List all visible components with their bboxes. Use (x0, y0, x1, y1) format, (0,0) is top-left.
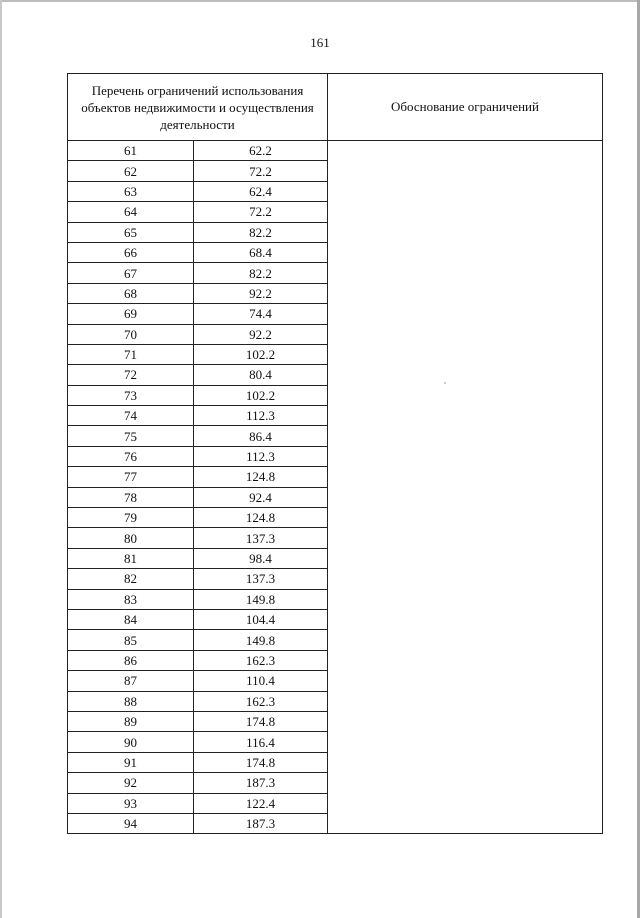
row-number-cell: 94 (68, 813, 194, 833)
row-value-cell: 104.4 (194, 609, 328, 629)
row-value-cell: 116.4 (194, 732, 328, 752)
row-number-cell: 85 (68, 630, 194, 650)
row-value-cell: 86.4 (194, 426, 328, 446)
row-number-cell: 64 (68, 202, 194, 222)
row-number-cell: 69 (68, 304, 194, 324)
row-number-cell: 71 (68, 344, 194, 364)
row-value-cell: 112.3 (194, 446, 328, 466)
row-value-cell: 137.3 (194, 528, 328, 548)
page-number: 161 (310, 35, 330, 50)
row-value-cell: 68.4 (194, 242, 328, 262)
row-number-cell: 88 (68, 691, 194, 711)
justification-cell (328, 141, 603, 834)
row-value-cell: 72.2 (194, 161, 328, 181)
row-value-cell: 102.2 (194, 385, 328, 405)
row-value-cell: 62.4 (194, 181, 328, 201)
row-number-cell: 74 (68, 406, 194, 426)
row-value-cell: 162.3 (194, 691, 328, 711)
row-value-cell: 92.4 (194, 487, 328, 507)
row-value-cell: 62.2 (194, 141, 328, 161)
row-number-cell: 93 (68, 793, 194, 813)
row-number-cell: 84 (68, 609, 194, 629)
row-value-cell: 92.2 (194, 283, 328, 303)
header-justification: Обоснование ограничений (328, 74, 603, 141)
row-value-cell: 82.2 (194, 222, 328, 242)
row-number-cell: 90 (68, 732, 194, 752)
row-value-cell: 187.3 (194, 813, 328, 833)
row-number-cell: 80 (68, 528, 194, 548)
row-value-cell: 112.3 (194, 406, 328, 426)
row-number-cell: 86 (68, 650, 194, 670)
row-number-cell: 65 (68, 222, 194, 242)
row-value-cell: 80.4 (194, 365, 328, 385)
row-number-cell: 61 (68, 141, 194, 161)
row-value-cell: 162.3 (194, 650, 328, 670)
row-number-cell: 72 (68, 365, 194, 385)
row-value-cell: 124.8 (194, 508, 328, 528)
row-value-cell: 110.4 (194, 671, 328, 691)
row-number-cell: 79 (68, 508, 194, 528)
scan-edge-top (0, 0, 640, 2)
row-number-cell: 92 (68, 773, 194, 793)
row-number-cell: 73 (68, 385, 194, 405)
row-value-cell: 174.8 (194, 752, 328, 772)
row-value-cell: 137.3 (194, 569, 328, 589)
row-value-cell: 102.2 (194, 344, 328, 364)
row-number-cell: 70 (68, 324, 194, 344)
table-header-row (68, 74, 603, 141)
row-number-cell: 68 (68, 283, 194, 303)
row-number-cell: 63 (68, 181, 194, 201)
row-number-cell: 76 (68, 446, 194, 466)
scan-edge-left (0, 0, 2, 918)
row-value-cell: 122.4 (194, 793, 328, 813)
row-value-cell: 187.3 (194, 773, 328, 793)
row-number-cell: 82 (68, 569, 194, 589)
row-value-cell: 92.2 (194, 324, 328, 344)
row-value-cell: 82.2 (194, 263, 328, 283)
row-number-cell: 91 (68, 752, 194, 772)
table-row (68, 141, 603, 161)
row-number-cell: 77 (68, 467, 194, 487)
row-number-cell: 67 (68, 263, 194, 283)
row-number-cell: 81 (68, 548, 194, 568)
row-value-cell: 74.4 (194, 304, 328, 324)
header-restrictions-list: Перечень ограничений использования объектов недвижимости и осуществления деятельности (68, 74, 328, 141)
row-number-cell: 87 (68, 671, 194, 691)
row-number-cell: 66 (68, 242, 194, 262)
row-value-cell: 124.8 (194, 467, 328, 487)
row-number-cell: 83 (68, 589, 194, 609)
row-value-cell: 98.4 (194, 548, 328, 568)
row-value-cell: 72.2 (194, 202, 328, 222)
row-number-cell: 62 (68, 161, 194, 181)
table-body (68, 141, 603, 834)
row-number-cell: 78 (68, 487, 194, 507)
restrictions-table (67, 73, 603, 834)
row-value-cell: 174.8 (194, 711, 328, 731)
row-number-cell: 89 (68, 711, 194, 731)
row-value-cell: 149.8 (194, 589, 328, 609)
row-number-cell: 75 (68, 426, 194, 446)
row-value-cell: 149.8 (194, 630, 328, 650)
